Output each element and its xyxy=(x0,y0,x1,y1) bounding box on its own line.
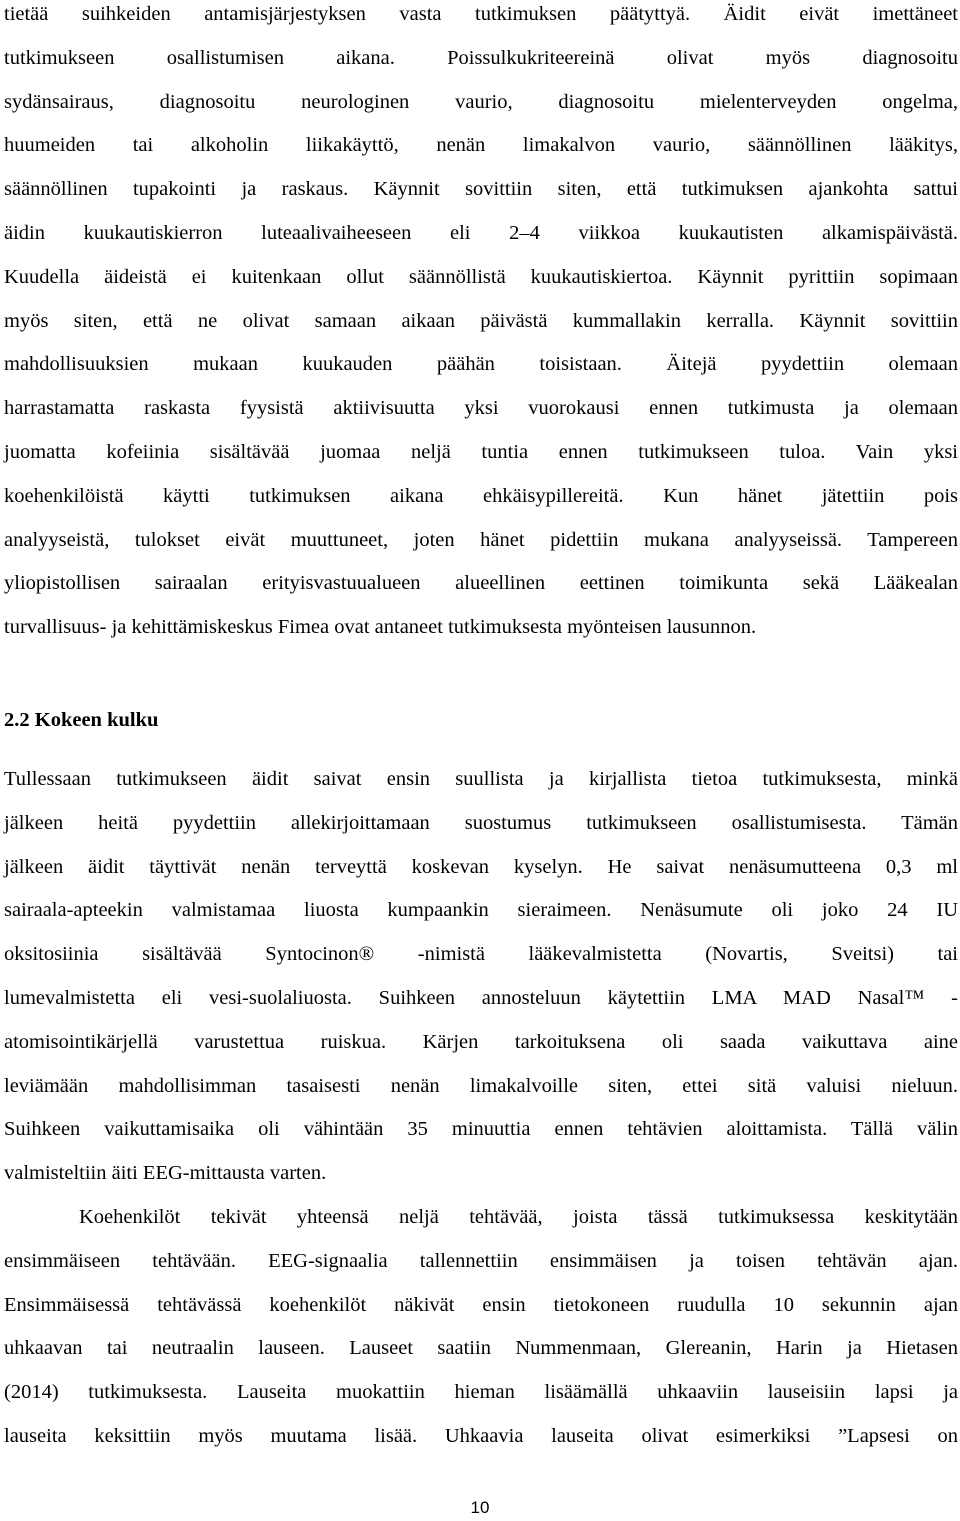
text-line: säännöllinen tupakointi ja raskaus. Käynnit sovittiin siten, että tutkimuksen ajankohta sattui xyxy=(4,178,958,201)
text-line: koehenkilöistä käytti tutkimuksen aikana ehkäisypillereitä. Kun hänet jätettiin pois xyxy=(4,484,958,507)
text-line: leviämään mahdollisimman tasaisesti nenän limakalvoille siten, ettei sitä valuisi nieluun. xyxy=(4,1074,958,1097)
text-line: jälkeen heitä pyydettiin allekirjoittamaan suostumus tutkimukseen osallistumisesta. Tämän xyxy=(4,811,958,834)
text-line: jälkeen äidit täyttivät nenän terveyttä koskevan kyselyn. He saivat nenäsumutteena 0,3 ml xyxy=(4,855,958,878)
text-line: turvallisuus- ja kehittämiskeskus Fimea ovat antaneet tutkimuksesta myönteisen lausunnon. xyxy=(4,616,757,639)
text-line: lauseita keksittiin myös muutama lisää. Uhkaavia lauseita olivat esimerkiksi ”Lapsesi on xyxy=(4,1424,958,1447)
text-line: Ensimmäisessä tehtävässä koehenkilöt näkivät ensin tietokoneen ruudulla 10 sekunnin ajan xyxy=(4,1293,958,1316)
text-line: tietää suihkeiden antamisjärjestyksen vasta tutkimuksen päätyttyä. Äidit eivät imettäneet xyxy=(4,3,958,25)
page-number: 10 xyxy=(470,1498,490,1517)
text-line: uhkaavan tai neutraalin lauseen. Lauseet saatiin Nummenmaan, Glereanin, Harin ja Hietasen xyxy=(4,1337,958,1360)
text-line: Tullessaan tutkimukseen äidit saivat ensin suullista ja kirjallista tietoa tutkimuksesta, minkä xyxy=(4,768,958,790)
text-line: analyyseistä, tulokset eivät muuttuneet, joten hänet pidettiin mukana analyyseissä. Tampereen xyxy=(4,528,958,551)
text-line: myös siten, että ne olivat samaan aikaan päivästä kummallakin kerralla. Käynnit sovittiin xyxy=(4,309,958,332)
text-line: juomatta kofeiinia sisältävää juomaa neljä tuntia ennen tutkimukseen tuloa. Vain yksi xyxy=(4,440,958,463)
text-line: valmisteltiin äiti EEG-mittausta varten. xyxy=(4,1162,327,1185)
text-line: mahdollisuuksien mukaan kuukauden päähän toisistaan. Äitejä pyydettiin olemaan xyxy=(4,353,958,376)
paragraph-participant-criteria xyxy=(4,0,958,650)
text-line: yliopistollisen sairaalan erityisvastuualueen alueellinen eettinen toimikunta sekä Lääkealan xyxy=(4,572,958,595)
text-line: (2014) tutkimuksesta. Lauseita muokattiin hieman lisäämällä uhkaaviin lauseisiin lapsi ja xyxy=(4,1381,958,1404)
text-line: huumeiden tai alkoholin liikakäyttö, nenän limakalvon vaurio, säännöllinen lääkitys, xyxy=(4,134,958,157)
text-line: lumevalmistetta eli vesi-suolaliuosta. Suihkeen annosteluun käytettiin LMA MAD Nasal™ - xyxy=(4,986,958,1009)
text-line: oksitosiinia sisältävää Syntocinon® -nimistä lääkevalmistetta (Novartis, Sveitsi) tai xyxy=(4,943,958,966)
section-heading: 2.2 Kokeen kulku xyxy=(4,709,159,731)
paragraph-procedure xyxy=(4,758,958,1459)
text-line: harrastamatta raskasta fyysistä aktiivisuutta yksi vuorokausi ennen tutkimusta ja olemaan xyxy=(4,397,958,420)
text-line: sydänsairaus, diagnosoitu neurologinen vaurio, diagnosoitu mielenterveyden ongelma, xyxy=(4,90,958,113)
text-line: äidin kuukautiskierron luteaalivaiheeseen eli 2–4 viikkoa kuukautisten alkamispäivästä. xyxy=(4,221,958,244)
text-line: atomisointikärjellä varustettua ruiskua. Kärjen tarkoituksena oli saada vaikuttava aine xyxy=(4,1030,958,1053)
text-line: sairaala-apteekin valmistamaa liuosta kumpaankin sieraimeen. Nenäsumute oli joko 24 IU xyxy=(4,899,958,922)
text-line: Koehenkilöt tekivät yhteensä neljä tehtävää, joista tässä tutkimuksessa keskitytään xyxy=(79,1205,958,1228)
text-line: Kuudella äideistä ei kuitenkaan ollut säännöllistä kuukautiskiertoa. Käynnit pyrittiin sopimaan xyxy=(4,265,958,288)
text-line: Suihkeen vaikuttamisaika oli vähintään 35 minuuttia ennen tehtävien aloittamista. Tällä välin xyxy=(4,1118,958,1141)
text-line: ensimmäiseen tehtävään. EEG-signaalia tallennettiin ensimmäisen ja toisen tehtävän ajan. xyxy=(4,1249,958,1272)
text-line: tutkimukseen osallistumisen aikana. Poissulkukriteereinä olivat myös diagnosoitu xyxy=(4,46,958,69)
